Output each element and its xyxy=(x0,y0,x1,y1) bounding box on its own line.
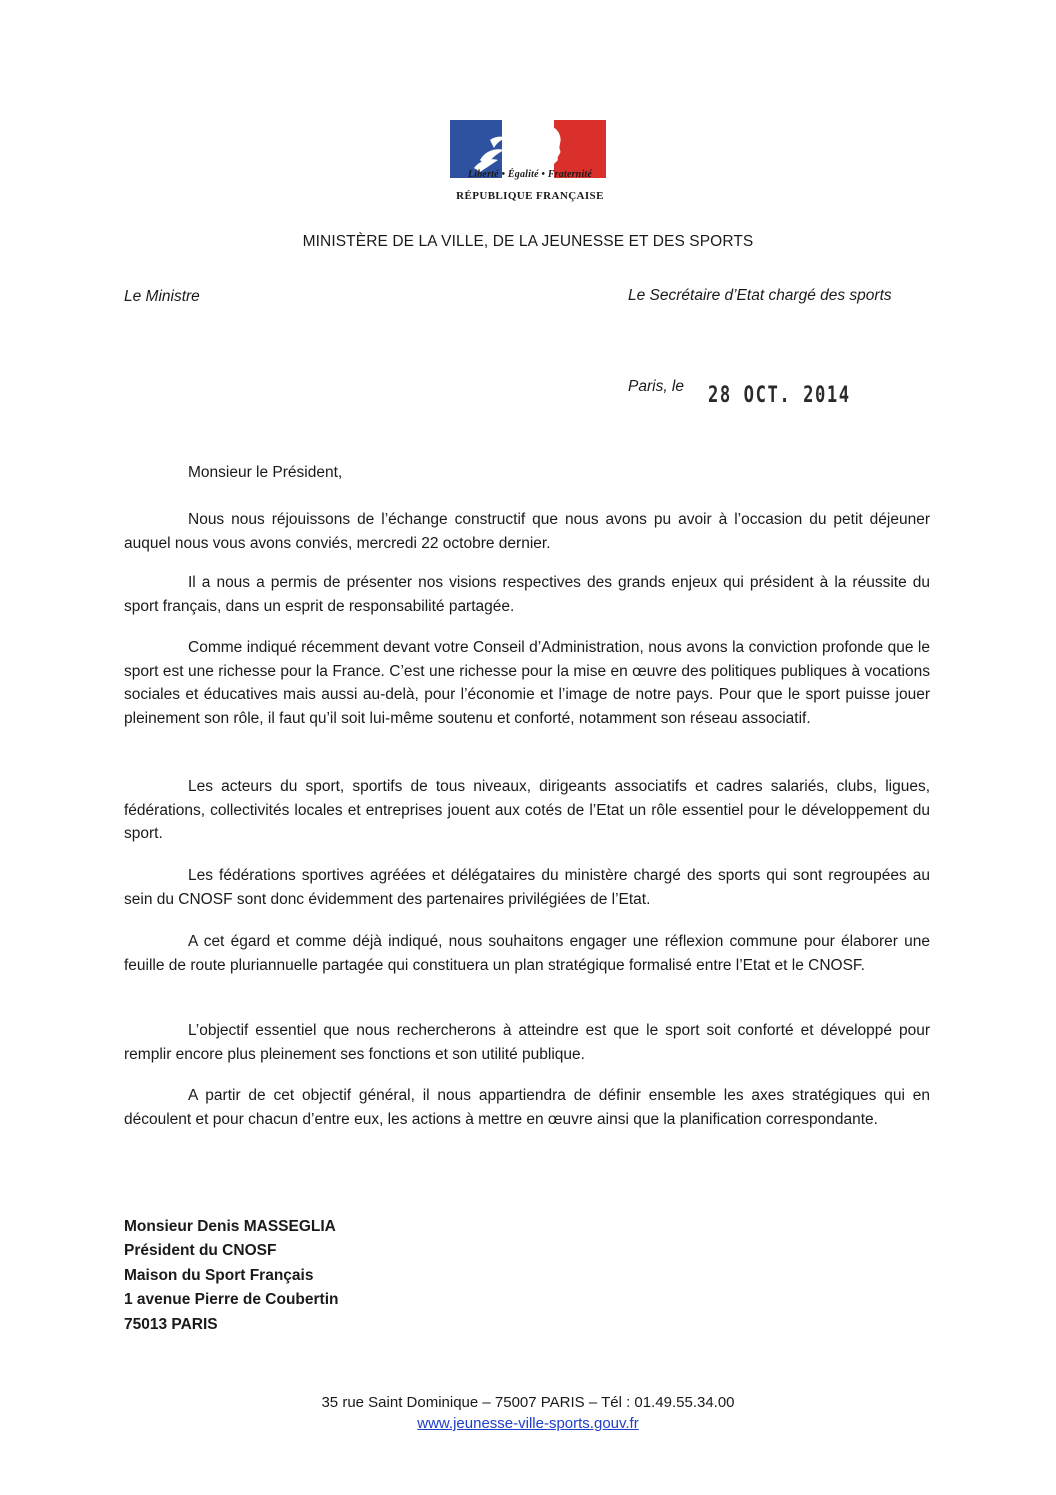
date-prefix: Paris, le xyxy=(628,378,684,395)
paragraph: Comme indiqué récemment devant votre Conseil d’Administration, nous avons la conviction profonde que le sport est une richesse pour la France. C’est une richesse pour la mise en œuvre des politiques publiques à vocations sociales et éducatives mais aussi au-delà, pour l’économie et l’image de notre pays. Pour que le sport puisse jouer pleinement son rôle, il faut qu’il soit lui-même soutenu et conforté, notamment son réseau associatif. xyxy=(124,639,930,727)
recipient-building: Maison du Sport Français xyxy=(124,1266,314,1284)
paragraph: Il a nous a permis de présenter nos visions respectives des grands enjeux qui président à la réussite du sport français, dans un esprit de responsabilité partagée. xyxy=(124,574,930,615)
paragraph: A cet égard et comme déjà indiqué, nous souhaitons engager une réflexion commune pour élaborer une feuille de route pluriannuelle partagée qui constituera un plan stratégique formalisé entre l’Etat et le CNOSF. xyxy=(124,933,930,974)
paragraph: Les fédérations sportives agréées et délégataires du ministère chargé des sports qui sont regroupées au sein du CNOSF sont donc évidemment des partenaires privilégiées de l’Etat. xyxy=(124,867,930,908)
paragraph: L’objectif essentiel que nous rechercherons à atteindre est que le sport soit conforté et développé pour remplir encore plus pleinement ses fonctions et son utilité publique. xyxy=(124,1022,930,1063)
recipient-name: Monsieur Denis MASSEGLIA xyxy=(124,1218,336,1235)
date-stamp: 28 OCT. 2014 xyxy=(708,383,851,408)
salutation: Monsieur le Président, xyxy=(188,464,343,481)
ministry-heading: MINISTÈRE DE LA VILLE, DE LA JEUNESSE ET DES SPORTS xyxy=(302,233,754,250)
paragraph: A partir de cet objectif général, il nous appartiendra de définir ensemble les axes stratégiques qui en découlent et pour chacun d’entre eux, les actions à mettre en œuvre ainsi que la planification correspondante. xyxy=(124,1087,930,1128)
republic-motto: Liberté • Égalité • Fraternité xyxy=(467,169,593,180)
sender-minister: Le Ministre xyxy=(124,288,200,305)
footer-address: 35 rue Saint Dominique – 75007 PARIS – Tél : 01.49.55.34.00 xyxy=(321,1394,735,1411)
footer xyxy=(0,1392,1056,1434)
footer-website-link[interactable]: www.jeunesse-ville-sports.gouv.fr xyxy=(417,1415,639,1432)
recipient-street: 1 avenue Pierre de Coubertin xyxy=(124,1291,339,1309)
sender-secretary: Le Secrétaire d’Etat chargé des sports xyxy=(628,287,892,304)
marianne-logo xyxy=(440,112,620,212)
paragraph: Les acteurs du sport, sportifs de tous niveaux, dirigeants associatifs et cadres salariés, clubs, ligues, fédérations, collectivités locales et entreprises jouent aux cotés de l’Etat un rôle essentiel pour le développement du sport. xyxy=(124,778,930,842)
recipient-address xyxy=(124,1215,339,1337)
recipient-title: Président du CNOSF xyxy=(124,1242,277,1260)
republic-name: RÉPUBLIQUE FRANÇAISE xyxy=(456,190,604,202)
paragraph: Nous nous réjouissons de l’échange constructif que nous avons pu avoir à l’occasion du petit déjeuner auquel nous vous avons conviés, mercredi 22 octobre dernier. xyxy=(124,511,930,552)
recipient-city: 75013 PARIS xyxy=(124,1315,218,1333)
